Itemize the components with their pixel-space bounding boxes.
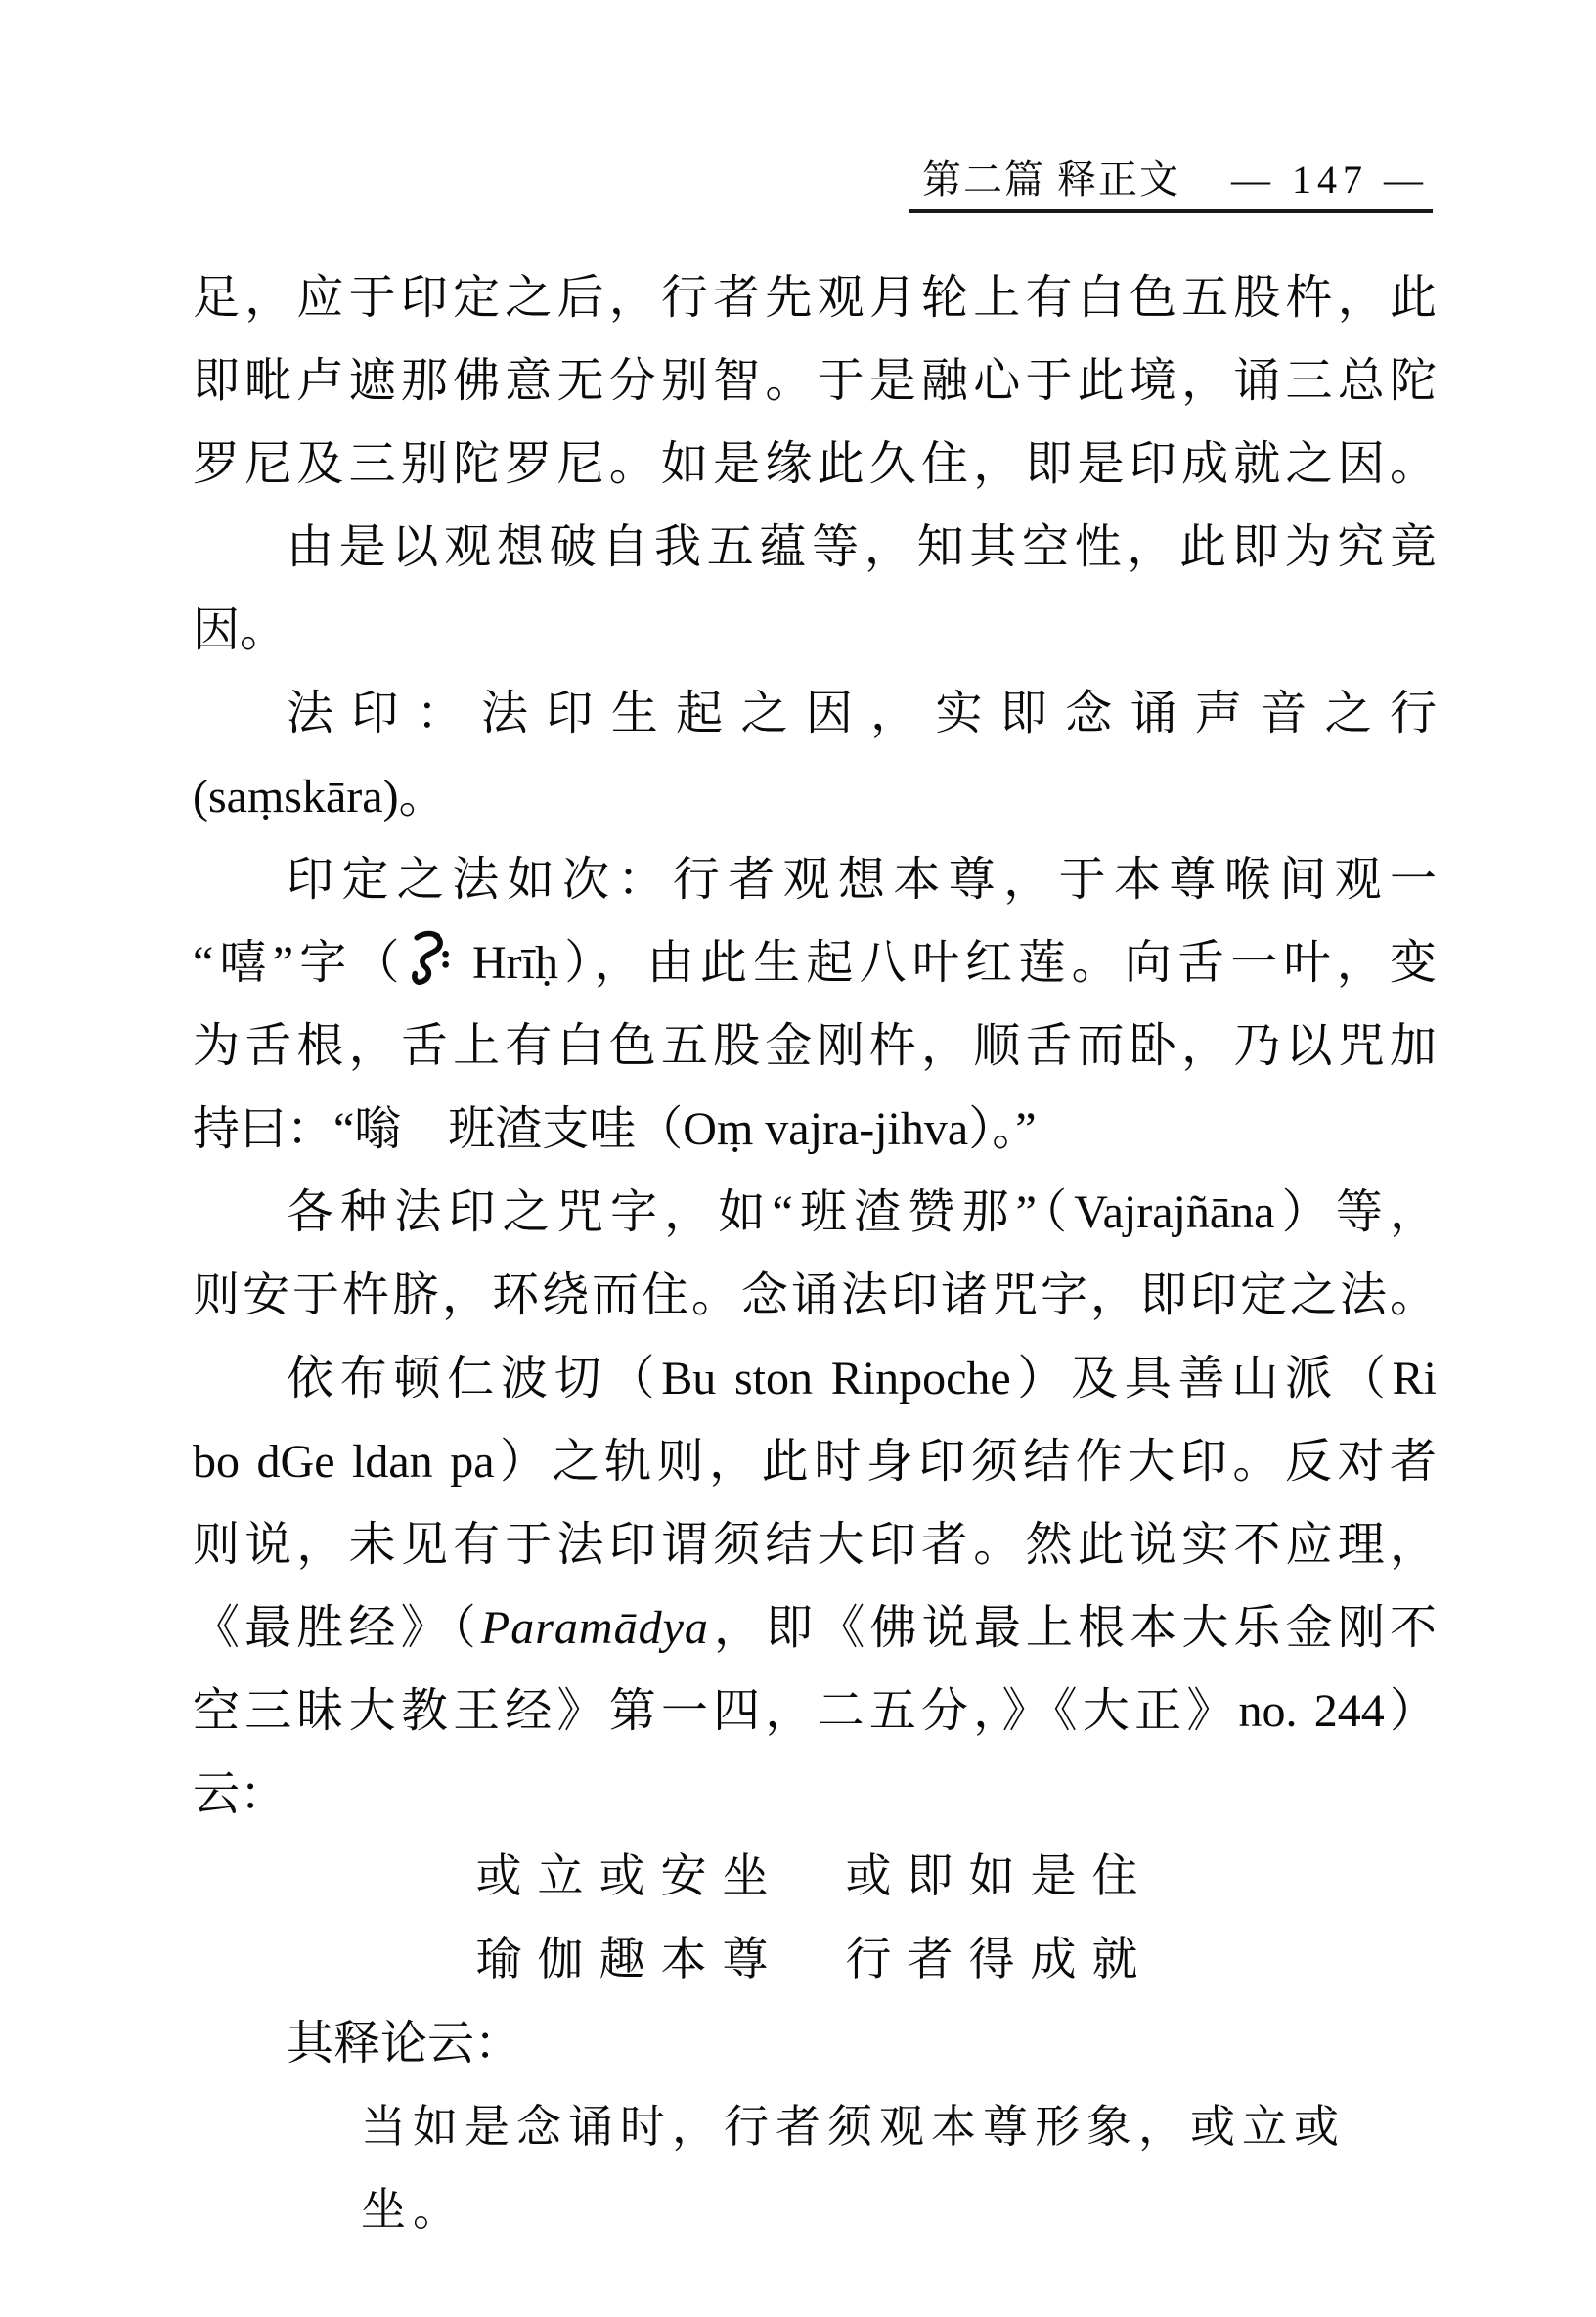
text-line: 足，应于印定之后，行者先观月轮上有白色五股杵，此: [193, 272, 1437, 324]
text-segment: Hrīḥ），由此生起八叶红莲。向舌一叶，变: [454, 937, 1437, 989]
italic-term: Paramādya: [480, 1602, 709, 1654]
hrih-seed-syllable-icon: [408, 929, 453, 986]
text-line: 或立或安坐 或即如是住: [475, 1851, 1154, 1902]
text-line: 依布顿仁波切（Bu ston Rinpoche）及具善山派（Ri: [287, 1353, 1437, 1404]
text-line: 即毗卢遮那佛意无分别智。于是融心于此境，诵三总陀: [193, 355, 1437, 407]
text-line: 空三昧大教王经》第一四，二五分，》《大正》no. 244）: [193, 1685, 1437, 1737]
text-line: 因。: [193, 604, 288, 656]
text-line: 法印：法印生起之因，实即念诵声音之行: [287, 688, 1437, 739]
text-line: 各种法印之咒字，如“班渣赞那”（Vajrajñāna）等，: [287, 1186, 1437, 1238]
text-segment: ，即《佛说最上根本大乐金刚不: [708, 1602, 1437, 1654]
text-line: 罗尼及三别陀罗尼。如是缘此久住，即是印成就之因。: [193, 438, 1437, 490]
text-line: 为舌根，舌上有白色五股金刚杵，顺舌而卧，乃以咒加: [193, 1020, 1437, 1072]
chapter-title: 第二篇 释正文: [922, 157, 1180, 201]
text-segment: 《最胜经》（: [193, 1602, 481, 1654]
text-line: [193, 1586, 1437, 1670]
page-header: [909, 155, 1433, 213]
text-line: 由是以观想破自我五蕴等，知其空性，此即为究竟: [287, 521, 1437, 573]
text-line: 持曰：“嗡 班渣支哇（Oṃ vajra-jihva）。”: [193, 1103, 1037, 1155]
page-number: — 147 —: [1231, 157, 1429, 201]
text-line: 当如是念诵时，行者须观本尊形象，或立或坐。: [361, 2102, 1346, 2235]
text-line: 则说，未见有于法印谓须结大印者。然此说实不应理，: [193, 1519, 1437, 1571]
text-segment: “嘻”字（: [193, 937, 406, 989]
text-line: 其释论云：: [287, 2018, 522, 2070]
text-line: 瑜伽趣本尊 行者得成就: [475, 1935, 1154, 1985]
body-text: [193, 256, 1437, 2251]
text-line: 印定之法如次：行者观想本尊，于本尊喉间观一: [287, 854, 1437, 906]
text-line: (saṃskāra)。: [193, 771, 446, 823]
text-line: [193, 921, 1437, 1004]
text-line: 云：: [193, 1768, 288, 1820]
text-line: 则安于杵脐，环绕而住。念诵法印诸咒字，即印定之法。: [193, 1270, 1437, 1321]
text-line: bo dGe ldan pa）之轨则，此时身印须结作大印。反对者: [193, 1436, 1437, 1488]
